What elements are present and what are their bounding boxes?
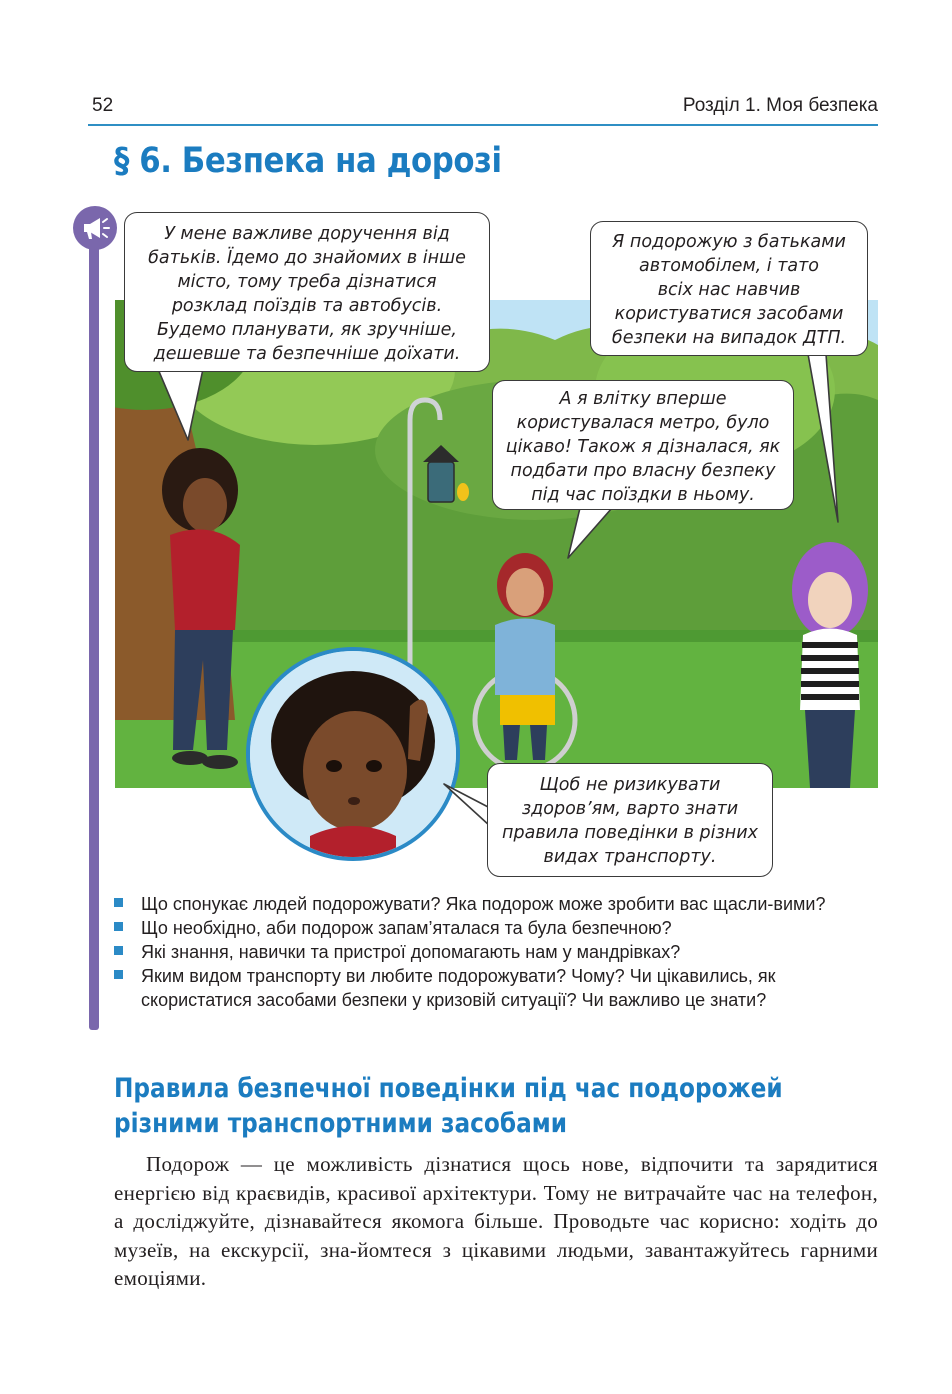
- question-text: Що необхідно, аби подорож запам’яталася та була безпечною?: [141, 918, 672, 938]
- subsection-heading: Правила безпечної поведінки під час подорожей різними транспортними засобами: [114, 1073, 783, 1139]
- question-text: Які знання, навички та пристрої допомагають нам у мандрівках?: [141, 942, 681, 962]
- question-text: Яким видом транспорту ви любите подорожувати? Чому? Чи цікавились, як скористатися засобами безпеки у кризовій ситуації? Чи важливо це знати?: [141, 966, 776, 1010]
- bullet-icon: [114, 922, 123, 931]
- speech-bubble-3: А я влітку вперше користувалася метро, було цікаво! Також я дізналася, як подбати про власну безпеку під час поїздки в ньому.: [492, 380, 794, 510]
- running-title: Розділ 1. Моя безпека: [682, 95, 878, 116]
- sidebar-bar: [89, 238, 99, 1030]
- page-number: 52: [92, 95, 114, 116]
- section-title: § 6. Безпека на дорозі: [114, 141, 502, 181]
- bullet-icon: [114, 946, 123, 955]
- question-text: Що спонукає людей подорожувати? Яка подорож може зробити вас щасли-вими?: [141, 894, 826, 914]
- speech-bubble-2: Я подорожую з батьками автомобілем, і тато всіх нас навчив користуватися засобами безпеки на випадок ДТП.: [590, 221, 868, 356]
- question-list: [112, 892, 884, 1012]
- portrait-circle: [246, 647, 460, 861]
- list-item: [112, 964, 884, 1012]
- megaphone-icon: [73, 206, 117, 250]
- list-item: [112, 892, 884, 916]
- body-paragraph: Подорож — це можливість дізнатися щось нове, відпочити та зарядитися енергією від краєвидів, красивої архітектури. Тому не витрачайте час на телефон, а досліджуйте, дізнавайтеся якомога більше. Проводьте час корисно: ходіть до музеїв, на екскурсії, зна-йомтеся з цікавими людьми, завантажуйтесь гарними емоціями.: [114, 1152, 878, 1290]
- bullet-icon: [114, 970, 123, 979]
- comic-illustration: [115, 300, 878, 788]
- speech-bubble-1: У мене важливе доручення від батьків. Їдемо до знайомих в інше місто, тому треба дізнатися розклад поїздів та автобусів. Будемо планувати, як зручніше, дешевше та безпечніше доїхати.: [124, 212, 490, 372]
- list-item: [112, 916, 884, 940]
- speech-bubble-4: Щоб не ризикувати здоров’ям, варто знати правила поведінки в різних видах транспорту.: [487, 763, 773, 877]
- list-item: [112, 940, 884, 964]
- bullet-icon: [114, 898, 123, 907]
- header-rule: [88, 124, 878, 126]
